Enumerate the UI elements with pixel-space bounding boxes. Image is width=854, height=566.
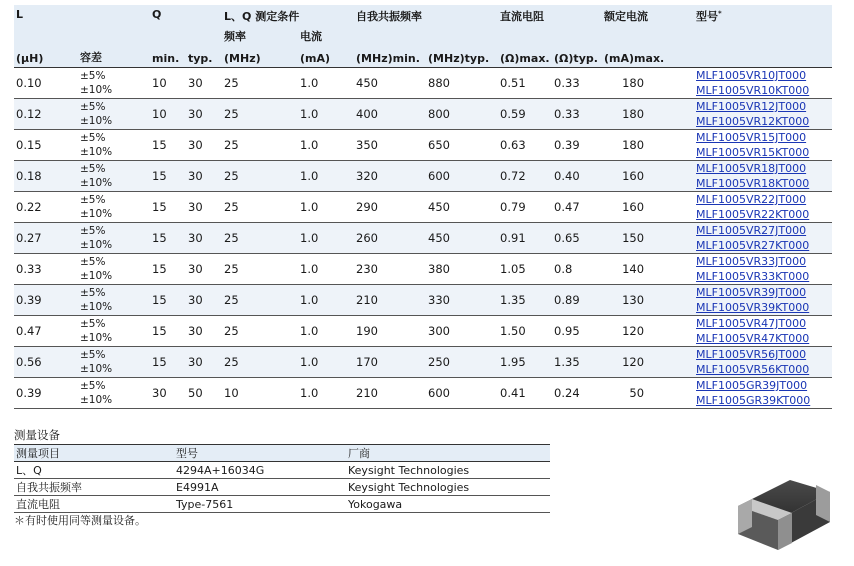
dcr-typ-value: 0.33 [552, 68, 602, 99]
tolerance-value: ±10% [80, 115, 113, 127]
dcr-typ-value: 0.65 [552, 223, 602, 254]
tolerance-cell [78, 68, 150, 99]
header-srf: 自我共振频率 [356, 10, 423, 23]
q-min-value: 15 [150, 130, 186, 161]
dcr-max-value: 1.95 [498, 347, 552, 378]
tolerance-value: ±5% [80, 163, 106, 175]
dcr-typ-value: 0.40 [552, 161, 602, 192]
part-number-link[interactable]: MLF1005VR56KT000 [696, 363, 810, 376]
q-typ-value: 30 [186, 285, 222, 316]
header-freq: 频率 [224, 30, 247, 43]
dcr-max-value: 1.05 [498, 254, 552, 285]
tolerance-cell [78, 161, 150, 192]
rated-current-value: 140 [602, 254, 694, 285]
tolerance-value: ±10% [80, 394, 113, 406]
rated-current-value: 180 [602, 68, 694, 99]
dcr-max-value: 0.63 [498, 130, 552, 161]
part-number-link[interactable]: MLF1005VR15JT000 [696, 131, 807, 144]
header-srf-min: (MHz)min. [354, 47, 426, 68]
part-number-link[interactable]: MLF1005VR15KT000 [696, 146, 810, 159]
freq-value: 25 [222, 192, 298, 223]
freq-value: 25 [222, 223, 298, 254]
table-row [14, 68, 832, 99]
srf-typ-value: 650 [426, 130, 498, 161]
q-min-value: 15 [150, 192, 186, 223]
srf-typ-value: 450 [426, 223, 498, 254]
q-typ-value: 30 [186, 223, 222, 254]
current-value: 1.0 [298, 378, 354, 409]
part-number-link[interactable]: MLF1005VR22JT000 [696, 193, 807, 206]
equipment-row [14, 462, 550, 479]
equipment-row [14, 496, 550, 513]
srf-typ-value: 800 [426, 99, 498, 130]
part-number-cell [694, 316, 832, 347]
equipment-model: Type-7561 [174, 496, 346, 513]
srf-typ-value: 330 [426, 285, 498, 316]
equipment-item: L、Q [14, 462, 174, 479]
part-number-cell [694, 130, 832, 161]
q-typ-value: 30 [186, 254, 222, 285]
header-dcr: 直流电阻 [500, 10, 545, 23]
table-row [14, 192, 832, 223]
tolerance-cell [78, 285, 150, 316]
equipment-note: ＊有时使用同等测量设备。 [14, 514, 146, 527]
current-value: 1.0 [298, 192, 354, 223]
dcr-typ-value: 0.47 [552, 192, 602, 223]
freq-value: 25 [222, 347, 298, 378]
rated-current-value: 180 [602, 130, 694, 161]
srf-min-value: 400 [354, 99, 426, 130]
rated-current-value: 150 [602, 223, 694, 254]
tolerance-value: ±10% [80, 363, 113, 375]
rated-current-value: 50 [602, 378, 694, 409]
table-row [14, 223, 832, 254]
inductance-value: 0.47 [14, 316, 78, 347]
tolerance-value: ±5% [80, 132, 106, 144]
inductance-value: 0.22 [14, 192, 78, 223]
inductance-value: 0.39 [14, 285, 78, 316]
header-current-unit: (mA) [298, 47, 354, 68]
part-number-link[interactable]: MLF1005VR47KT000 [696, 332, 810, 345]
q-min-value: 15 [150, 223, 186, 254]
part-number-link[interactable]: MLF1005VR10JT000 [696, 69, 807, 82]
q-typ-value: 30 [186, 130, 222, 161]
q-typ-value: 30 [186, 68, 222, 99]
rated-current-value: 180 [602, 99, 694, 130]
srf-min-value: 210 [354, 285, 426, 316]
header-q-typ: typ. [186, 47, 222, 68]
chip-inductor-image [730, 462, 840, 554]
inductance-value: 0.18 [14, 161, 78, 192]
tolerance-cell [78, 192, 150, 223]
q-typ-value: 30 [186, 161, 222, 192]
freq-value: 25 [222, 316, 298, 347]
dcr-typ-value: 0.24 [552, 378, 602, 409]
tolerance-value: ±10% [80, 270, 113, 282]
header-lq-conditions: L、Q 测定条件 [224, 10, 300, 23]
current-value: 1.0 [298, 68, 354, 99]
part-number-link[interactable]: MLF1005VR33JT000 [696, 255, 807, 268]
q-min-value: 15 [150, 161, 186, 192]
current-value: 1.0 [298, 161, 354, 192]
table-row [14, 99, 832, 130]
equipment-model: 4294A+16034G [174, 462, 346, 479]
rated-current-value: 120 [602, 347, 694, 378]
srf-min-value: 260 [354, 223, 426, 254]
tolerance-cell [78, 316, 150, 347]
spec-table-header [14, 5, 832, 68]
srf-min-value: 210 [354, 378, 426, 409]
tolerance-value: ±10% [80, 177, 113, 189]
inductance-value: 0.56 [14, 347, 78, 378]
freq-value: 10 [222, 378, 298, 409]
q-typ-value: 30 [186, 192, 222, 223]
tolerance-cell [78, 99, 150, 130]
tolerance-cell [78, 378, 150, 409]
tolerance-value: ±5% [80, 287, 106, 299]
header-current: 电流 [300, 30, 323, 43]
part-number-link[interactable]: MLF1005VR22KT000 [696, 208, 810, 221]
tolerance-value: ±5% [80, 101, 106, 113]
dcr-typ-value: 0.95 [552, 316, 602, 347]
srf-typ-value: 880 [426, 68, 498, 99]
part-number-link[interactable]: MLF1005VR12JT000 [696, 100, 807, 113]
dcr-max-value: 0.72 [498, 161, 552, 192]
equipment-item: 自我共振频率 [14, 479, 174, 496]
equipment-table [14, 444, 550, 513]
dcr-max-value: 1.35 [498, 285, 552, 316]
equipment-maker: Keysight Technologies [346, 462, 550, 479]
part-number-link[interactable]: MLF1005VR39JT000 [696, 286, 807, 299]
srf-typ-value: 600 [426, 161, 498, 192]
current-value: 1.0 [298, 99, 354, 130]
table-row [14, 285, 832, 316]
header-q-min: min. [150, 47, 186, 68]
tolerance-cell [78, 130, 150, 161]
part-number-link[interactable]: MLF1005VR33KT000 [696, 270, 810, 283]
q-min-value: 15 [150, 254, 186, 285]
rated-current-value: 120 [602, 316, 694, 347]
current-value: 1.0 [298, 285, 354, 316]
dcr-max-value: 0.51 [498, 68, 552, 99]
dcr-typ-value: 0.39 [552, 130, 602, 161]
dcr-max-value: 0.41 [498, 378, 552, 409]
tolerance-cell [78, 347, 150, 378]
srf-min-value: 230 [354, 254, 426, 285]
current-value: 1.0 [298, 347, 354, 378]
q-min-value: 15 [150, 316, 186, 347]
equipment-row [14, 479, 550, 496]
srf-min-value: 290 [354, 192, 426, 223]
inductance-value: 0.10 [14, 68, 78, 99]
q-typ-value: 50 [186, 378, 222, 409]
dcr-typ-value: 1.35 [552, 347, 602, 378]
q-min-value: 30 [150, 378, 186, 409]
part-number-link[interactable]: MLF1005VR12KT000 [696, 115, 810, 128]
srf-typ-value: 300 [426, 316, 498, 347]
header-rated-current-max: (mA)max. [602, 47, 694, 68]
spec-table-body [14, 68, 832, 409]
q-min-value: 15 [150, 285, 186, 316]
part-number-link[interactable]: MLF1005GR39JT000 [696, 379, 808, 392]
freq-value: 25 [222, 99, 298, 130]
tolerance-value: ±10% [80, 239, 113, 251]
tolerance-value: ±5% [80, 380, 106, 392]
tolerance-cell [78, 254, 150, 285]
tolerance-value: ±10% [80, 301, 113, 313]
header-l: L [16, 8, 24, 21]
dcr-max-value: 0.91 [498, 223, 552, 254]
srf-typ-value: 450 [426, 192, 498, 223]
tolerance-value: ±5% [80, 70, 106, 82]
equipment-model: E4991A [174, 479, 346, 496]
part-number-link[interactable]: MLF1005VR39KT000 [696, 301, 810, 314]
equipment-item: 直流电阻 [14, 496, 174, 513]
part-number-cell [694, 68, 832, 99]
srf-min-value: 320 [354, 161, 426, 192]
header-part-number [694, 5, 832, 28]
table-row [14, 378, 832, 409]
freq-value: 25 [222, 285, 298, 316]
header-tolerance: 容差 [78, 47, 150, 68]
current-value: 1.0 [298, 223, 354, 254]
tolerance-value: ±5% [80, 256, 106, 268]
inductance-value: 0.12 [14, 99, 78, 130]
srf-typ-value: 380 [426, 254, 498, 285]
equipment-header-maker: 厂商 [346, 445, 550, 462]
dcr-max-value: 0.59 [498, 99, 552, 130]
dcr-max-value: 0.79 [498, 192, 552, 223]
srf-typ-value: 250 [426, 347, 498, 378]
table-row [14, 254, 832, 285]
dcr-max-value: 1.50 [498, 316, 552, 347]
part-number-link[interactable]: MLF1005VR18KT000 [696, 177, 810, 190]
freq-value: 25 [222, 68, 298, 99]
part-number-link[interactable]: MLF1005VR27JT000 [696, 224, 807, 237]
part-number-cell [694, 378, 832, 409]
tolerance-cell [78, 223, 150, 254]
tolerance-value: ±10% [80, 208, 113, 220]
q-typ-value: 30 [186, 99, 222, 130]
part-number-link[interactable]: MLF1005VR18JT000 [696, 162, 807, 175]
current-value: 1.0 [298, 316, 354, 347]
dcr-typ-value: 0.89 [552, 285, 602, 316]
part-number-cell [694, 254, 832, 285]
srf-min-value: 190 [354, 316, 426, 347]
inductance-value: 0.33 [14, 254, 78, 285]
rated-current-value: 130 [602, 285, 694, 316]
part-number-link[interactable]: MLF1005GR39KT000 [696, 394, 811, 407]
header-srf-typ: (MHz)typ. [426, 47, 498, 68]
table-row [14, 347, 832, 378]
tolerance-value: ±10% [80, 84, 113, 96]
dcr-typ-value: 0.33 [552, 99, 602, 130]
current-value: 1.0 [298, 254, 354, 285]
rated-current-value: 160 [602, 161, 694, 192]
part-number-cell [694, 192, 832, 223]
srf-min-value: 170 [354, 347, 426, 378]
freq-value: 25 [222, 254, 298, 285]
header-part-number-label: 型号 [696, 10, 719, 23]
srf-min-value: 350 [354, 130, 426, 161]
inductance-value: 0.39 [14, 378, 78, 409]
inductance-value: 0.15 [14, 130, 78, 161]
table-row [14, 130, 832, 161]
header-l-unit: (μH) [14, 47, 78, 68]
q-typ-value: 30 [186, 347, 222, 378]
part-number-cell [694, 223, 832, 254]
header-dcr-max: (Ω)max. [498, 47, 552, 68]
part-number-link[interactable]: MLF1005VR27KT000 [696, 239, 810, 252]
srf-typ-value: 600 [426, 378, 498, 409]
spec-table [14, 5, 832, 409]
part-number-link[interactable]: MLF1005VR47JT000 [696, 317, 807, 330]
part-number-link[interactable]: MLF1005VR10KT000 [696, 84, 810, 97]
tolerance-value: ±10% [80, 332, 113, 344]
freq-value: 25 [222, 161, 298, 192]
tolerance-value: ±5% [80, 349, 106, 361]
rated-current-value: 160 [602, 192, 694, 223]
equipment-maker: Keysight Technologies [346, 479, 550, 496]
srf-min-value: 450 [354, 68, 426, 99]
dcr-typ-value: 0.8 [552, 254, 602, 285]
header-part-number-mark: * [718, 9, 722, 18]
header-dcr-typ: (Ω)typ. [552, 47, 602, 68]
current-value: 1.0 [298, 130, 354, 161]
tolerance-value: ±5% [80, 318, 106, 330]
part-number-cell [694, 99, 832, 130]
q-min-value: 15 [150, 347, 186, 378]
tolerance-value: ±5% [80, 194, 106, 206]
table-row [14, 161, 832, 192]
equipment-title: 测量设备 [14, 428, 60, 442]
tolerance-value: ±5% [80, 225, 106, 237]
inductance-value: 0.27 [14, 223, 78, 254]
equipment-header-model: 型号 [174, 445, 346, 462]
q-min-value: 10 [150, 68, 186, 99]
q-min-value: 10 [150, 99, 186, 130]
part-number-cell [694, 347, 832, 378]
freq-value: 25 [222, 130, 298, 161]
header-freq-unit: (MHz) [222, 47, 298, 68]
tolerance-value: ±10% [80, 146, 113, 158]
header-q: Q [152, 8, 162, 21]
part-number-cell [694, 161, 832, 192]
q-typ-value: 30 [186, 316, 222, 347]
equipment-header-item: 测量项目 [14, 445, 174, 462]
part-number-link[interactable]: MLF1005VR56JT000 [696, 348, 807, 361]
part-number-cell [694, 285, 832, 316]
table-row [14, 316, 832, 347]
equipment-maker: Yokogawa [346, 496, 550, 513]
header-rated-current: 额定电流 [604, 10, 649, 23]
